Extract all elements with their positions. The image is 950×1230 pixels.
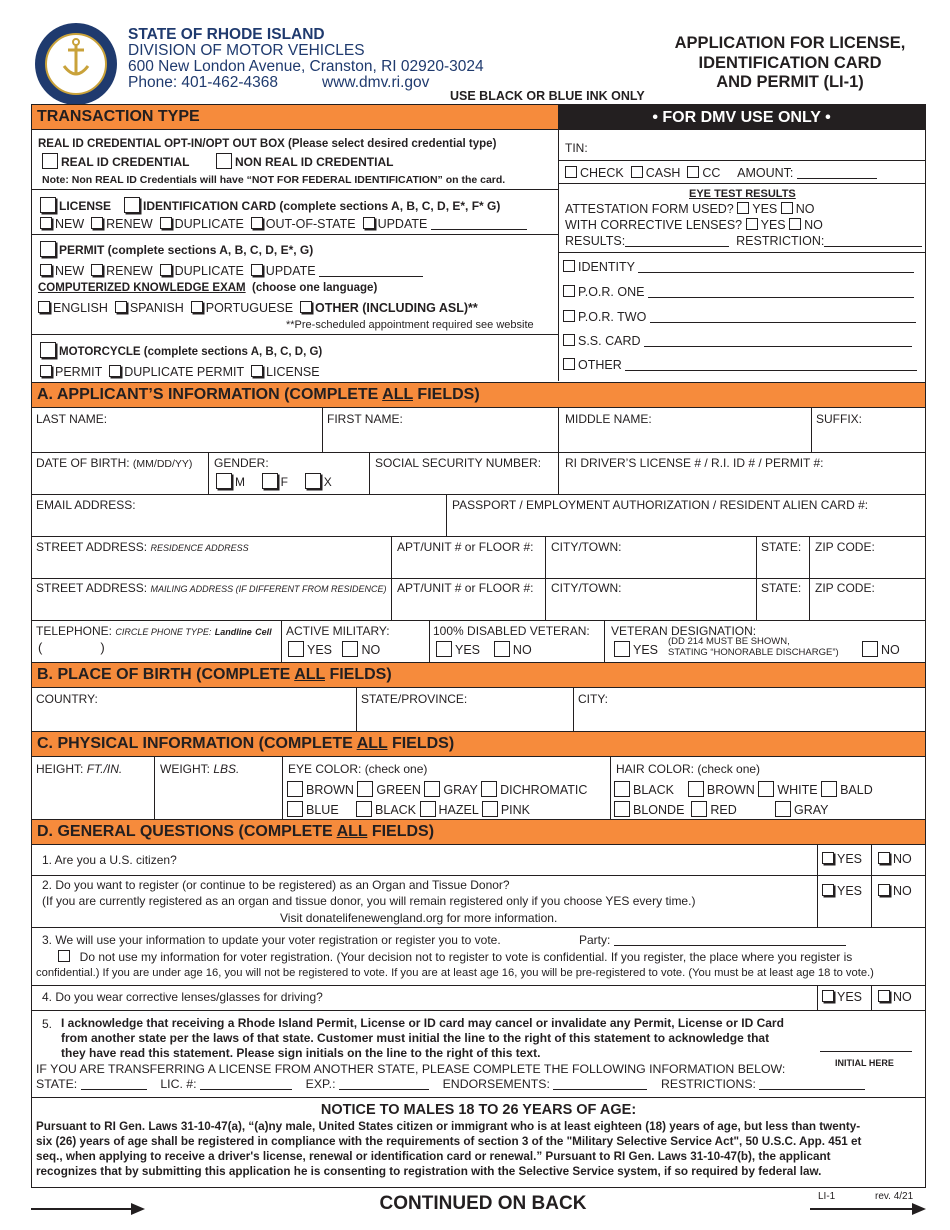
- corrective-no[interactable]: NO: [789, 218, 823, 232]
- residence-zip-label: ZIP CODE:: [815, 540, 875, 554]
- section-a-header: A. APPLICANT’S INFORMATION (COMPLETE ALL FIELDS): [32, 382, 925, 408]
- exam-options: [38, 301, 478, 315]
- q5-line2: from another state per the laws of that state. Customer must initial the line to the right of this statement to acknowledge that: [61, 1031, 770, 1045]
- notice-line-3: seq., when applying to receive a driver's license, renewal or identification card or renewal.” Pursuant to RI Gen. Laws 31-10-47(b), the applicant: [36, 1150, 831, 1163]
- agency-line-1: STATE OF RHODE ISLAND: [128, 26, 325, 43]
- hair-options-row2: [614, 801, 828, 817]
- veteran-no[interactable]: NO: [862, 641, 900, 657]
- weight-label: WEIGHT: LBS.: [160, 762, 240, 776]
- q2-line2: (If you are currently registered as an organ and tissue donor, you will remain registered only if you choose YES every time.): [42, 894, 696, 908]
- license-option[interactable]: LICENSE: [40, 197, 111, 213]
- attest-yes[interactable]: YES: [737, 202, 777, 216]
- eye-options-row1: [287, 781, 587, 797]
- form-revision: rev. 4/21: [875, 1191, 914, 1202]
- notice-line-2: six (26) years of age shall be registered in compliance with the requirements of section 3 of the "Military Selective Service Act", 50 U.S.C. App. 451 et: [36, 1135, 862, 1148]
- disabled-no[interactable]: NO: [494, 643, 532, 657]
- disabled-label: 100% DISABLED VETERAN:: [433, 624, 590, 638]
- email-label: EMAIL ADDRESS:: [36, 498, 136, 512]
- height-label: HEIGHT: FT./IN.: [36, 762, 123, 776]
- permit-opt-duplicate[interactable]: DUPLICATE: [160, 264, 244, 278]
- disabled-options: [436, 641, 532, 657]
- notice-title: NOTICE TO MALES 18 TO 26 YEARS OF AGE:: [320, 1102, 637, 1118]
- veteran-yes[interactable]: YES: [614, 641, 658, 657]
- nonrealid-option[interactable]: NON REAL ID CREDENTIAL: [216, 153, 393, 169]
- q5-line3: they have read this statement. Please sign initials on the line to the right of this text.: [61, 1046, 541, 1060]
- transfer-lic[interactable]: LIC. #:: [160, 1077, 292, 1091]
- residence-state-label: STATE:: [761, 540, 802, 554]
- permit-opt-renew[interactable]: RENEW: [91, 264, 153, 278]
- ri-license-label: RI DRIVER’S LICENSE # / R.I. ID # / PERMIT #:: [565, 456, 824, 470]
- form-title: [640, 34, 940, 93]
- q1-no[interactable]: NO: [878, 852, 912, 866]
- eye-brown[interactable]: BROWN: [287, 783, 354, 797]
- moto-option[interactable]: MOTORCYCLE (complete sections A, B, C, D, G): [40, 342, 322, 359]
- results-row: RESULTS: RESTRICTION:: [565, 234, 922, 248]
- moto-options: [40, 365, 320, 379]
- hair-bald[interactable]: BALD: [821, 783, 873, 797]
- eye-blue[interactable]: BLUE: [287, 803, 339, 817]
- veteran-label: VETERAN DESIGNATION:: [611, 624, 757, 638]
- military-no[interactable]: NO: [342, 643, 380, 657]
- permit-opt-new[interactable]: NEW: [40, 264, 84, 278]
- initial-line[interactable]: [820, 1051, 912, 1052]
- corrective-yes[interactable]: YES: [746, 218, 786, 232]
- permit-opt-update[interactable]: UPDATE: [251, 264, 423, 278]
- mailing-state-label: STATE:: [761, 581, 802, 595]
- section-b-header: B. PLACE OF BIRTH (COMPLETE ALL FIELDS): [32, 662, 925, 688]
- exam-note: **Pre-scheduled appointment required see website: [286, 319, 534, 331]
- q3-party[interactable]: Party:: [579, 933, 846, 947]
- idcard-checkbox[interactable]: [124, 197, 140, 213]
- phone-area-code[interactable]: ( ): [38, 640, 105, 655]
- eye-color-label: EYE COLOR: (check one): [288, 762, 428, 776]
- title-line-2: IDENTIFICATION CARD: [698, 53, 882, 72]
- transaction-header: TRANSACTION TYPE: [32, 105, 558, 130]
- exam-opt-spanish[interactable]: SPANISH: [115, 301, 184, 315]
- eye-hazel[interactable]: HAZEL: [420, 803, 479, 817]
- right-arrow-icon: [810, 1202, 926, 1220]
- attest-no[interactable]: NO: [781, 202, 815, 216]
- transfer-text: IF YOU ARE TRANSFERRING A LICENSE FROM ANOTHER STATE, PLEASE COMPLETE THE FOLLOWING INFORMATION BELOW:: [36, 1062, 786, 1076]
- license-opt-update[interactable]: UPDATE: [363, 217, 527, 231]
- realid-note: Note: Non REAL ID Credentials will have “NOT FOR FEDERAL IDENTIFICATION” on the card.: [42, 174, 506, 186]
- military-yes[interactable]: YES: [288, 643, 332, 657]
- q4-no[interactable]: NO: [878, 990, 912, 1004]
- transfer-state[interactable]: STATE:: [36, 1077, 147, 1091]
- permit-option[interactable]: PERMIT (complete sections A, B, C, D, E*, G): [40, 241, 313, 257]
- suffix-label: SUFFIX:: [816, 412, 863, 426]
- notice-line-1: Pursuant to RI Gen. Laws 31-10-47(a), “(a)ny male, United States citizen or immigrant who is at least eighteen (18) years of age, but less than twenty-: [36, 1120, 861, 1133]
- license-opt-outofstate[interactable]: OUT-OF-STATE: [251, 217, 356, 231]
- transfer-restrict[interactable]: RESTRICTIONS:: [661, 1077, 865, 1091]
- idcard-option[interactable]: IDENTIFICATION CARD (complete sections A, B, C, D, E*, F* G): [124, 197, 500, 213]
- permit-checkbox[interactable]: [40, 241, 56, 257]
- ssn-label: SOCIAL SECURITY NUMBER:: [375, 456, 542, 470]
- corrective-row: WITH CORRECTIVE LENSES? YES NO: [565, 218, 823, 232]
- q3-line1: 3. We will use your information to update your voter registration or register you to vote.: [42, 933, 501, 947]
- doc-other[interactable]: OTHER: [563, 358, 917, 372]
- continued-on-back: CONTINUED ON BACK: [379, 1193, 587, 1214]
- veteran-note: (DD 214 MUST BE SHOWN, STATING “HONORABLE DISCHARGE”): [668, 636, 839, 658]
- q4-text: 4. Do you wear corrective lenses/glasses for driving?: [42, 990, 323, 1004]
- moto-checkbox[interactable]: [40, 342, 56, 358]
- q5-line1: I acknowledge that receiving a Rhode Island Permit, License or ID card may cancel or invalidate any Permit, License or ID Card: [61, 1016, 784, 1030]
- q2-no[interactable]: NO: [878, 884, 912, 898]
- agency-address: 600 New London Avenue, Cranston, RI 02920-3024: [128, 58, 484, 75]
- hair-red[interactable]: RED: [691, 803, 736, 817]
- notice-line-4: recognizes that by submitting this application he is consenting to registration with the Selective Service system, if so required by federal law.: [36, 1165, 822, 1178]
- middle-name-label: MIDDLE NAME:: [565, 412, 652, 426]
- hair-gray[interactable]: GRAY: [775, 803, 829, 817]
- section-c-header: C. PHYSICAL INFORMATION (COMPLETE ALL FIELDS): [32, 732, 925, 757]
- first-name-label: FIRST NAME:: [327, 412, 403, 426]
- hair-blonde[interactable]: BLONDE: [614, 803, 684, 817]
- realid-checkbox[interactable]: [42, 153, 58, 169]
- agency-line-2: DIVISION OF MOTOR VEHICLES: [128, 42, 365, 59]
- mailing-apt-label: APT/UNIT # or FLOOR #:: [397, 581, 534, 595]
- transfer-fields: [36, 1077, 865, 1091]
- q2-line1: 2. Do you want to register (or continue to be registered) as an Organ and Tissue Donor?: [42, 878, 510, 892]
- agency-phone: Phone: 401-462-4368: [128, 74, 278, 91]
- eye-gray[interactable]: GRAY: [424, 783, 477, 797]
- residence-street-label: STREET ADDRESS: RESIDENCE ADDRESS: [36, 540, 249, 554]
- realid-title: REAL ID CREDENTIAL OPT-IN/OPT OUT BOX (Please select desired credential type): [38, 138, 497, 150]
- telephone-label: TELEPHONE: CIRCLE PHONE TYPE: Landline Cell: [36, 624, 272, 638]
- hair-brown[interactable]: BROWN: [688, 783, 755, 797]
- birth-state-label: STATE/PROVINCE:: [361, 692, 468, 706]
- military-label: ACTIVE MILITARY:: [286, 624, 390, 638]
- eye-options-row2: [287, 801, 530, 817]
- exam-opt-other[interactable]: OTHER (INCLUDING ASL)**: [300, 301, 478, 315]
- hair-black[interactable]: BLACK: [614, 783, 674, 797]
- pay-check[interactable]: CHECK: [565, 166, 624, 180]
- disabled-yes[interactable]: YES: [436, 643, 480, 657]
- gender-m[interactable]: M: [216, 475, 245, 489]
- doc-por-one[interactable]: P.O.R. ONE: [563, 285, 914, 299]
- eye-black[interactable]: BLACK: [356, 803, 416, 817]
- gender-options: [216, 473, 332, 489]
- pay-cash[interactable]: CASH: [631, 166, 681, 180]
- permit-options: [40, 264, 423, 278]
- realid-option[interactable]: REAL ID CREDENTIAL: [42, 153, 189, 169]
- initial-here-label: INITIAL HERE: [835, 1058, 894, 1068]
- dmv-payment: CHECK CASH CC AMOUNT:: [565, 166, 877, 180]
- birth-city-label: CITY:: [578, 692, 609, 706]
- doc-ss-card[interactable]: S.S. CARD: [563, 334, 912, 348]
- dmv-use-header: • FOR DMV USE ONLY •: [558, 105, 925, 130]
- state-seal: [34, 22, 118, 106]
- nonrealid-checkbox[interactable]: [216, 153, 232, 169]
- license-opt-duplicate[interactable]: DUPLICATE: [160, 217, 244, 231]
- license-opt-renew[interactable]: RENEW: [91, 217, 153, 231]
- moto-opt-permit[interactable]: PERMIT: [40, 365, 102, 379]
- agency-website: www.dmv.ri.gov: [322, 74, 430, 91]
- pay-cc[interactable]: CC: [687, 166, 720, 180]
- mailing-city-label: CITY/TOWN:: [551, 581, 622, 595]
- left-arrow-icon: [31, 1202, 145, 1220]
- eye-dichromatic[interactable]: DICHROMATIC: [481, 783, 587, 797]
- hair-options-row1: [614, 781, 873, 797]
- license-opt-new[interactable]: NEW: [40, 217, 84, 231]
- dmv-tin: TIN:: [565, 141, 588, 155]
- hair-color-label: HAIR COLOR: (check one): [616, 762, 761, 776]
- moto-opt-license[interactable]: LICENSE: [251, 365, 320, 379]
- ink-note: USE BLACK OR BLUE INK ONLY: [450, 89, 645, 103]
- last-name-label: LAST NAME:: [36, 412, 108, 426]
- gender-label: GENDER:: [214, 456, 269, 470]
- mailing-zip-label: ZIP CODE:: [815, 581, 875, 595]
- gender-x[interactable]: X: [305, 475, 332, 489]
- q1-text: 1. Are you a U.S. citizen?: [42, 853, 177, 867]
- voter-optout-checkbox[interactable]: [58, 950, 70, 962]
- doc-identity[interactable]: IDENTITY: [563, 260, 914, 274]
- military-options: [288, 641, 380, 657]
- eye-green[interactable]: GREEN: [357, 783, 420, 797]
- q2-line3: Visit donatelifenewengland.org for more information.: [280, 911, 558, 925]
- q1-yes[interactable]: YES: [822, 852, 862, 866]
- transfer-exp[interactable]: EXP.:: [306, 1077, 429, 1091]
- doc-por-two[interactable]: P.O.R. TWO: [563, 310, 916, 324]
- passport-label: PASSPORT / EMPLOYMENT AUTHORIZATION / RESIDENT ALIEN CARD #:: [452, 498, 869, 512]
- exam-title: COMPUTERIZED KNOWLEDGE EXAM (choose one language): [38, 282, 378, 294]
- dob-label: DATE OF BIRTH: (MM/DD/YY): [36, 456, 193, 470]
- exam-opt-english[interactable]: ENGLISH: [38, 301, 108, 315]
- form-id: LI-1: [818, 1191, 836, 1202]
- residence-city-label: CITY/TOWN:: [551, 540, 622, 554]
- title-line-1: APPLICATION FOR LICENSE,: [674, 34, 906, 52]
- attestation-row: ATTESTATION FORM USED? YES NO: [565, 202, 815, 216]
- q3-line3: confidential.) If you are under age 16, you will not be registered to vote. If you are at least age 16, you will be pre-registered to vote. (You must be at least age 18 to vote.): [36, 967, 874, 979]
- gender-f[interactable]: F: [262, 475, 288, 489]
- moto-opt-dup[interactable]: DUPLICATE PERMIT: [109, 365, 244, 379]
- notice-body: [36, 1119, 922, 1179]
- residence-apt-label: APT/UNIT # or FLOOR #:: [397, 540, 534, 554]
- hair-white[interactable]: WHITE: [758, 783, 817, 797]
- eye-test-title: EYE TEST RESULTS: [689, 188, 796, 200]
- eye-pink[interactable]: PINK: [482, 803, 530, 817]
- license-options: [40, 217, 527, 231]
- q4-yes[interactable]: YES: [822, 990, 862, 1004]
- section-d-header: D. GENERAL QUESTIONS (COMPLETE ALL FIELDS): [32, 819, 925, 845]
- q3-line2[interactable]: Do not use my information for voter registration. (Your decision not to register to vote is confidential. If you register, the place where you register is: [58, 950, 852, 964]
- exam-opt-portuguese[interactable]: PORTUGUESE: [191, 301, 293, 315]
- license-checkbox[interactable]: [40, 197, 56, 213]
- title-line-3: AND PERMIT (LI-1): [716, 73, 864, 91]
- mailing-street-label: STREET ADDRESS: MAILING ADDRESS (IF DIFFERENT FROM RESIDENCE): [36, 581, 387, 595]
- birth-country-label: COUNTRY:: [36, 692, 98, 706]
- transfer-endorse[interactable]: ENDORSEMENTS:: [443, 1077, 648, 1091]
- q2-yes[interactable]: YES: [822, 884, 862, 898]
- q5-num: 5.: [42, 1017, 53, 1031]
